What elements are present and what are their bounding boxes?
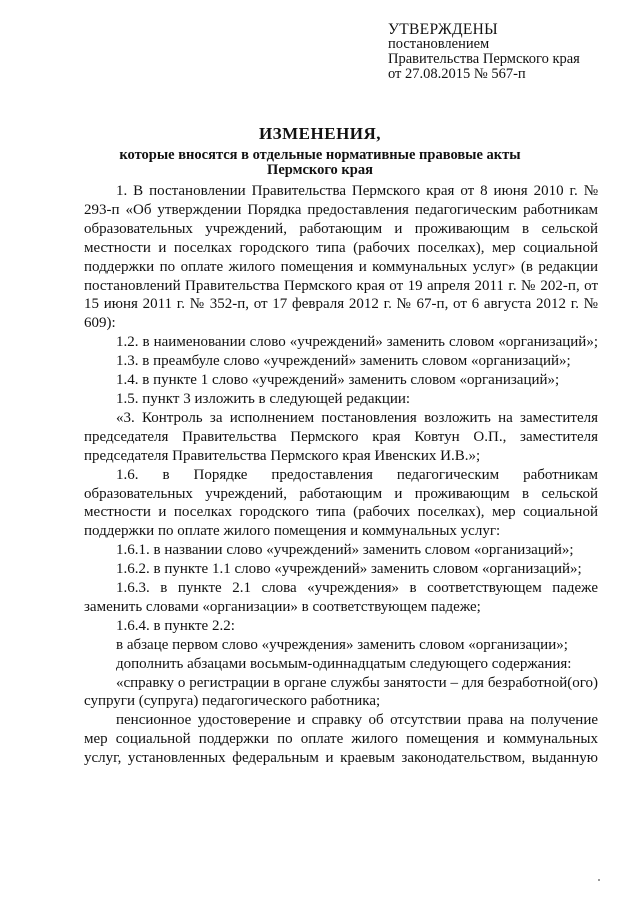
- paragraph: «справку о регистрации в органе службы занятости – для безработной(ого) супруги (супруга) педагогического работника;: [84, 674, 598, 710]
- approval-line: постановлением: [388, 36, 490, 52]
- approval-line: Правительства Пермского края: [388, 51, 580, 67]
- title-main: ИЗМЕНЕНИЯ,: [258, 124, 382, 143]
- document-body: [84, 182, 598, 768]
- paragraph: пенсионное удостоверение и справку об отсутствии права на получение мер социальной поддержки по оплате жилого помещения и коммунальных услуг, установленных федеральным и краевым законодательством, выданную: [84, 712, 598, 767]
- paragraph: 1.6. в Порядке предоставления педагогическим работникам образовательных учреждений, работающим и проживающим в сельской местности и поселках городского типа (рабочих поселках), мер социальной поддержки по оплате жилого помещения и коммунальных услуг:: [84, 466, 598, 540]
- paragraph: 1.6.4. в пункте 2.2:: [116, 617, 235, 634]
- paragraph: 1.4. в пункте 1 слово «учреждений» заменить словом «организаций»;: [116, 372, 560, 389]
- approval-date-number: от 27.08.2015 № 567-п: [388, 66, 526, 82]
- title-subtitle: которые вносятся в отдельные нормативные правовые акты: [119, 147, 521, 163]
- paragraph: 1.6.2. в пункте 1.1 слово «учреждений» заменить словом «организаций»;: [116, 561, 582, 578]
- paragraph: 1.3. в преамбуле слово «учреждений» заменить словом «организаций»;: [116, 353, 571, 370]
- scan-speck: [598, 879, 600, 881]
- paragraph: 1.6.3. в пункте 2.1 слова «учреждения» в соответствующем падеже заменить словами «организации» в соответствующем падеже;: [84, 580, 598, 615]
- approval-stamp: [388, 22, 628, 82]
- paragraph: дополнить абзацами восьмым-одиннадцатым следующего содержания:: [116, 655, 572, 672]
- title-subtitle: Пермского края: [267, 162, 373, 178]
- approval-heading: УТВЕРЖДЕНЫ: [388, 21, 498, 38]
- document-title: [60, 124, 580, 178]
- paragraph: в абзаце первом слово «учреждения» заменить словом «организации»;: [116, 636, 568, 653]
- paragraph: 1.6.1. в названии слово «учреждений» заменить словом «организаций»;: [116, 542, 574, 559]
- paragraph: 1. В постановлении Правительства Пермского края от 8 июня 2010 г. № 293-п «Об утверждении Порядка предоставления педагогическим работникам образовательных учреждений, работающим и проживающим в сельской местности и поселках городского типа (рабочих поселках), мер социальной поддержки по оплате жилого помещения и коммунальных услуг» (в редакции постановлений Правительства Пермского края от 19 апреля 2011 г. № 202-п, от 15 июня 2011 г. № 352-п, от 17 февраля 2012 г. № 67-п, от 6 августа 2012 г. № 609):: [84, 183, 598, 332]
- paragraph: 1.2. в наименовании слово «учреждений» заменить словом «организаций»;: [116, 334, 598, 351]
- paragraph: 1.5. пункт 3 изложить в следующей редакции:: [116, 390, 411, 407]
- paragraph: «3. Контроль за исполнением постановления возложить на заместителя председателя Правительства Пермского края Ковтун О.П., заместителя председателя Правительства Пермского края Ивенских И.В.»;: [84, 409, 598, 464]
